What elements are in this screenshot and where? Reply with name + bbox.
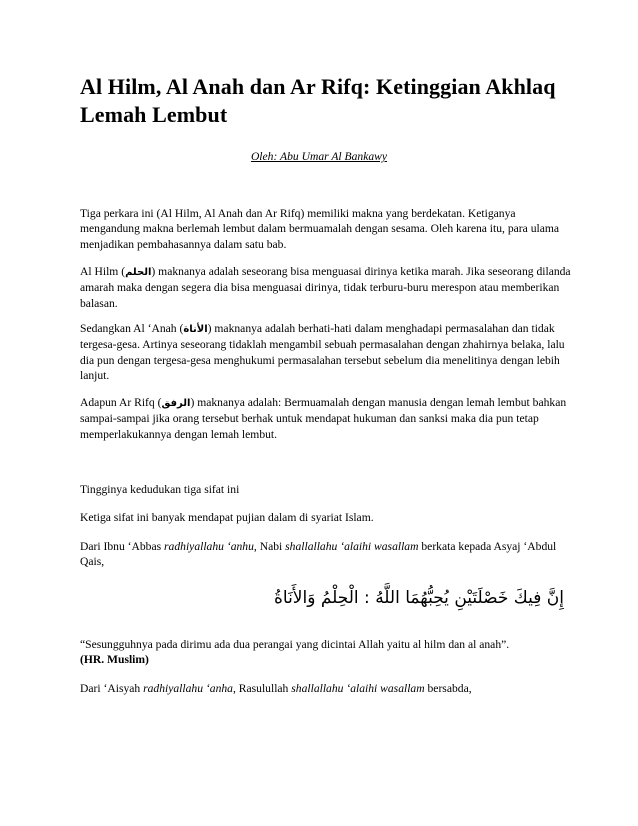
translation-paragraph (80, 637, 572, 668)
hadith-source: (HR. Muslim) (80, 653, 149, 667)
hilm-paragraph (80, 264, 572, 311)
author-byline: Oleh: Abu Umar Al Bankawy (250, 150, 388, 163)
anah-lead: Sedangkan Al ‘Anah ( (80, 322, 184, 335)
anah-text: ) maknanya adalah berhati-hati dalam menghadapi permasalahan dan tidak tergesa-gesa. Artinya seseorang tidaklah mengambil sebuah permasalahan dengan zhahirnya belaka, lalu dia pun dengan tergesa-gesa menghukumi permasalahan tersebut sebelum dia menelitinya dengan lebih lanjut. (80, 322, 565, 383)
hilm-lead: Al Hilm ( (80, 265, 126, 278)
aisyah-radhi: radhiyallahu ‘anha (143, 682, 233, 695)
rifq-arabic-term: الرفق (161, 398, 191, 409)
anah-paragraph (80, 321, 572, 384)
hadith-arabic-text: إِنَّ فِيكَ خَصْلَتَيْنِ يُحِبُّهُمَا اللَّهُ : الْحِلْمُ وَالأَنَاةُ (273, 588, 564, 608)
ibnu-abbas-radhi: radhiyallahu ‘anhu (164, 540, 254, 553)
aisyah-lead: Dari ‘Aisyah (80, 682, 144, 695)
rifq-paragraph (80, 395, 572, 442)
translation-text: “Sesungguhnya pada dirimu ada dua perangai yang dicintai Allah yaitu al hilm dan al anah”. (80, 638, 510, 651)
ibnu-abbas-lead: Dari Ibnu ‘Abbas (80, 540, 165, 553)
hilm-text: ) maknanya adalah seseorang bisa menguasai dirinya ketika marah. Jika seseorang dilanda amarah maka dengan segera dia bisa menguasai dirinya, tidak terburu-buru merespon atau memberikan balasan. (80, 265, 571, 310)
praise-paragraph: Ketiga sifat ini banyak mendapat pujian dalam di syariat Islam. (80, 511, 374, 524)
hilm-arabic-term: الحلم (125, 267, 152, 278)
aisyah-paragraph (80, 681, 572, 696)
ibnu-abbas-paragraph (80, 539, 572, 570)
aisyah-salawat: shallallahu ‘alaihi wasallam (291, 682, 425, 695)
anah-arabic-term: الأناة (183, 324, 208, 335)
rifq-lead: Adapun Ar Rifq ( (80, 396, 162, 409)
aisyah-rest: bersabda, (424, 682, 472, 695)
article-title: Al Hilm, Al Anah dan Ar Rifq: Ketinggian Akhlaq Lemah Lembut (80, 74, 556, 127)
aisyah-mid: , Rasulullah (232, 682, 292, 695)
ibnu-abbas-salawat: shallallahu ‘alaihi wasallam (285, 540, 419, 553)
ibnu-abbas-rest: berkata kepada Asyaj ‘Abdul Qais, (80, 540, 557, 569)
ibnu-abbas-mid: , Nabi (253, 540, 286, 553)
intro-paragraph: Tiga perkara ini (Al Hilm, Al Anah dan Ar Rifq) memiliki makna yang berdekatan. Ketiganya mengandung makna berlemah lembut dalam bermuamalah dengan sesama. Oleh karena itu, para ulama menjadikan pembahasannya dalam satu bab. (80, 207, 560, 251)
section-heading: Tingginya kedudukan tiga sifat ini (80, 483, 240, 496)
rifq-text: ) maknanya adalah: Bermuamalah dengan manusia dengan lemah lembut bahkan sampai-sampai jika orang tersebut berhak untuk mendapat hukuman dan sanksi maka dia pun tetap memperlakukannya dengan lemah lembut. (80, 396, 567, 441)
